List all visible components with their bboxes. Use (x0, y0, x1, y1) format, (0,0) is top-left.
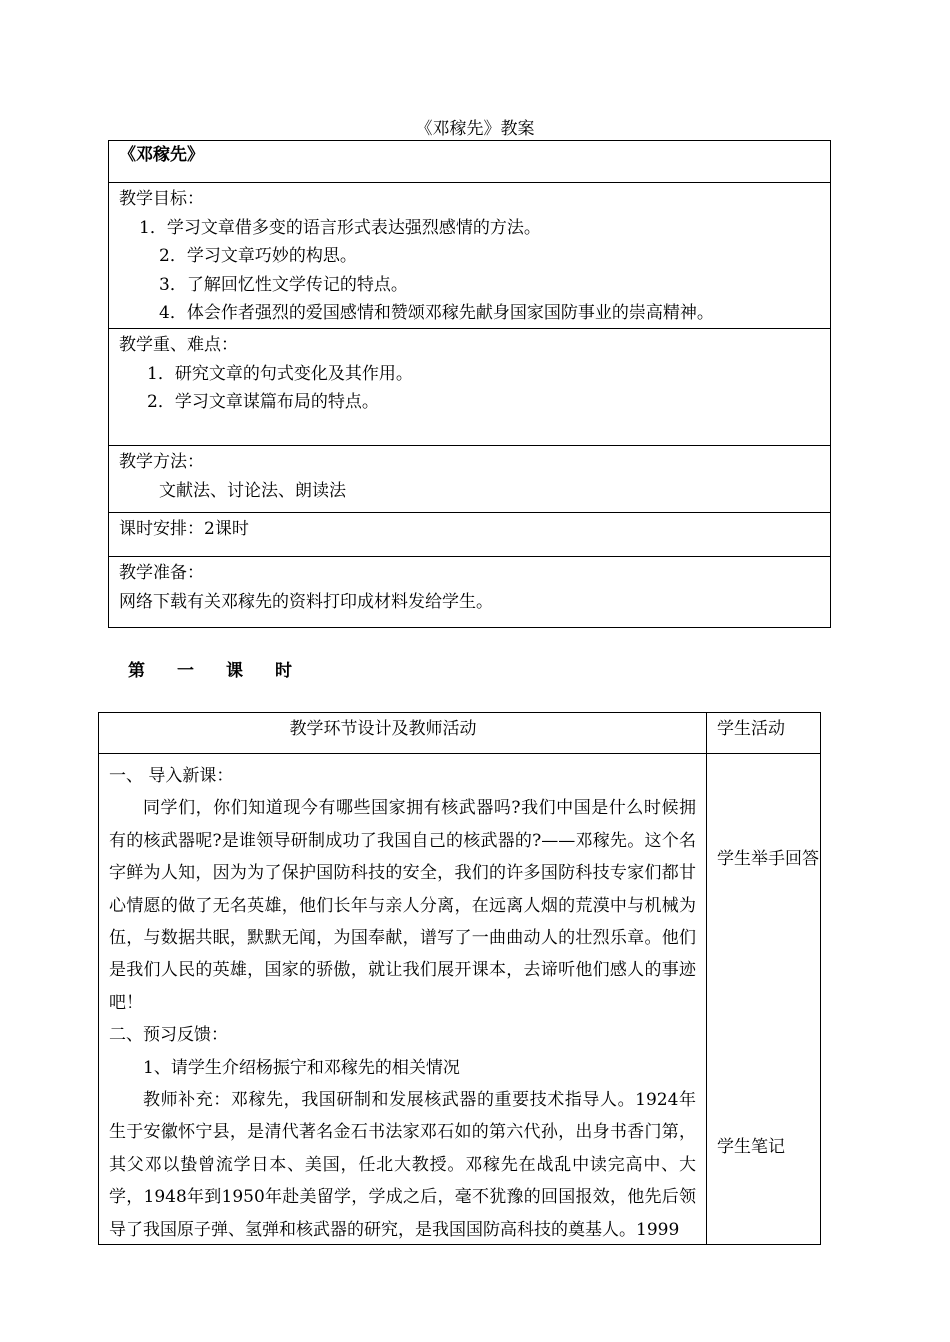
part2-heading: 二、预习反馈： (109, 1025, 228, 1046)
section-char: 第 (128, 661, 145, 681)
key-point-item: 1．研究文章的句式变化及其作用。 (147, 363, 413, 384)
header-cell (109, 141, 831, 183)
section-char: 课 (226, 661, 243, 681)
methods-cell (109, 446, 831, 513)
key-points-cell (109, 329, 831, 446)
lesson-plan-table (108, 140, 831, 628)
section-char: 时 (275, 661, 292, 681)
preparation-cell (109, 557, 831, 628)
key-points-heading: 教学重、难点： (119, 335, 238, 355)
student-activity-answer: 学生举手回答 (717, 849, 819, 869)
student-activity-cell (707, 754, 821, 1245)
student-activity-header: 学生活动 (707, 713, 821, 754)
student-activity-notes: 学生笔记 (717, 1137, 785, 1157)
preparation-heading: 教学准备： (119, 563, 204, 583)
key-point-item: 2．学习文章谋篇布局的特点。 (147, 392, 379, 412)
schedule-cell (109, 513, 831, 557)
part1-text: 同学们，你们知道现今有哪些国家拥有核武器吗?我们中国是什么时候拥有的核武器呢?是谁领导研制成功了我国自己的核武器的?——邓稼先。这个名字鲜为人知，因为为了保护国防科技的安全，我们的许多国防科技专家们都甘心情愿的做了无名英雄，他们长年与亲人分离，在远离人烟的荒漠中与机械为伍，与数据共眠，默默无闻，为国奉献，谱写了一曲曲动人的壮烈乐章。他们是我们人民的英雄，国家的骄傲，就让我们展开课本，去谛听他们感人的事迹吧！ (109, 798, 696, 1013)
objectives-cell (109, 183, 831, 329)
part2-text: 教师补充：邓稼先，我国研制和发展核武器的重要技术指导人。1924年生于安徽怀宁县，是清代著名金石书法家邓石如的第六代孙，出身书香门第，其父邓以蛰曾流学日本、美国，任北大教授。邓稼先在战乱中读完高中、大学，1948年到1950年赴美留学，学成之后，毫不犹豫的回国报效，他先后领导了我国原子弹、氢弹和核武器的研究，是我国国防高科技的奠基人。1999 (109, 1090, 696, 1240)
teacher-activity-header: 教学环节设计及教师活动 (99, 713, 707, 754)
part1-heading: 一、 导入新课： (109, 766, 234, 786)
objectives-heading: 教学目标： (119, 189, 204, 209)
part2-item: 1、请学生介绍杨振宁和邓稼先的相关情况 (143, 1057, 460, 1078)
schedule-text: 课时安排：2课时 (119, 519, 249, 539)
objective-item: 2．学习文章巧妙的构思。 (159, 246, 357, 266)
objective-item: 3．了解回忆性文学传记的特点。 (159, 274, 408, 295)
teacher-activity-cell (99, 754, 707, 1245)
objective-item: 4．体会作者强烈的爱国感情和赞颂邓稼先献身国家国防事业的崇高精神。 (159, 303, 714, 323)
section-char: 一 (177, 661, 194, 681)
preparation-text: 网络下载有关邓稼先的资料打印成材料发给学生。 (119, 591, 493, 612)
objective-item: 1．学习文章借多变的语言形式表达强烈感情的方法。 (139, 217, 541, 238)
section-heading (128, 656, 324, 681)
methods-heading: 教学方法： (119, 452, 204, 472)
page-title: 《邓稼先》教案 (415, 119, 535, 139)
lesson-activity-table (98, 712, 821, 1245)
methods-text: 文献法、讨论法、朗读法 (159, 480, 346, 501)
lesson-name: 《邓稼先》 (119, 145, 204, 165)
